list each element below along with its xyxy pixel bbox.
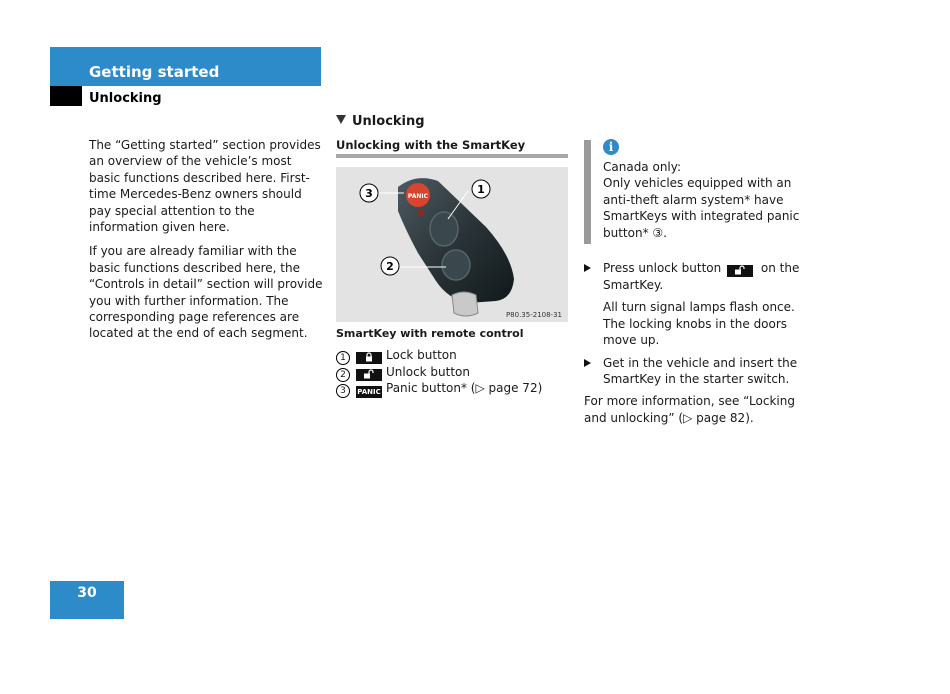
step-note: All turn signal lamps flash once. The locking knobs in the doors move up. [603, 300, 795, 348]
unlock-icon [727, 265, 753, 277]
legend-label: Unlock button [386, 364, 471, 379]
section-heading [336, 114, 425, 129]
step-text: Press unlock button [603, 261, 722, 275]
bullet-arrow-icon [584, 359, 591, 367]
image-code: P80.35-2108-31 [505, 311, 562, 319]
instructions-column [584, 260, 820, 426]
step-insert-key [584, 355, 820, 388]
info-text: Canada only: Only vehicles equipped with an anti-theft alarm system* have SmartKeys with integrated panic button* ③. [603, 160, 800, 240]
triangle-down-icon [336, 115, 346, 124]
intro-paragraph-1: The “Getting started” section provides an overview of the vehicle’s most basic functions described here. First-time Mercedes-Benz owners should pay special attention to the information given here. [89, 138, 321, 235]
smartkey-image [336, 167, 568, 322]
legend-list [336, 347, 542, 397]
section-heading-label: Unlocking [352, 114, 425, 129]
callout-3: 3 [365, 187, 373, 200]
legend-number: 3 [336, 384, 350, 398]
legend-label: Panic button* (▷ page 72) [386, 381, 543, 395]
legend-item-lock [336, 347, 542, 364]
lock-icon [356, 352, 382, 364]
info-icon: i [603, 139, 619, 155]
page-number: 30 [77, 585, 97, 601]
more-info-text: For more information, see “Locking and unlocking” (▷ page 82). [584, 394, 795, 425]
bullet-arrow-icon [584, 264, 591, 272]
intro-paragraph-2: If you are already familiar with the basic functions described here, the “Controls in detail” section will provide you with further information. The corresponding page references are located at the end of each segment. [89, 244, 323, 341]
panic-label: PANIC [407, 193, 429, 200]
callout-1: 1 [477, 183, 485, 196]
page-number-box [50, 581, 124, 619]
smartkey-illustration [336, 167, 568, 322]
image-caption: SmartKey with remote control [336, 327, 524, 340]
step-press-unlock [584, 260, 820, 293]
step-text-tail: on the SmartKey. [603, 261, 800, 292]
panic-icon: PANIC [357, 388, 381, 396]
subsection-heading: Unlocking with the SmartKey [336, 138, 526, 152]
step-text: Get in the vehicle and insert the SmartKey in the starter switch. [603, 355, 798, 387]
legend-item-panic [336, 380, 542, 397]
legend-item-unlock [336, 364, 542, 381]
legend-number: 2 [336, 368, 350, 382]
section-marker [50, 86, 82, 106]
page-subtitle: Unlocking [89, 91, 162, 106]
section-title: Getting started [89, 63, 220, 81]
legend-label: Lock button [386, 348, 457, 362]
info-box-bar [584, 140, 591, 244]
unlock-icon [356, 369, 382, 381]
intro-column [89, 137, 323, 350]
callout-2: 2 [386, 260, 394, 273]
heading-rule [336, 154, 568, 158]
legend-number: 1 [336, 351, 350, 365]
